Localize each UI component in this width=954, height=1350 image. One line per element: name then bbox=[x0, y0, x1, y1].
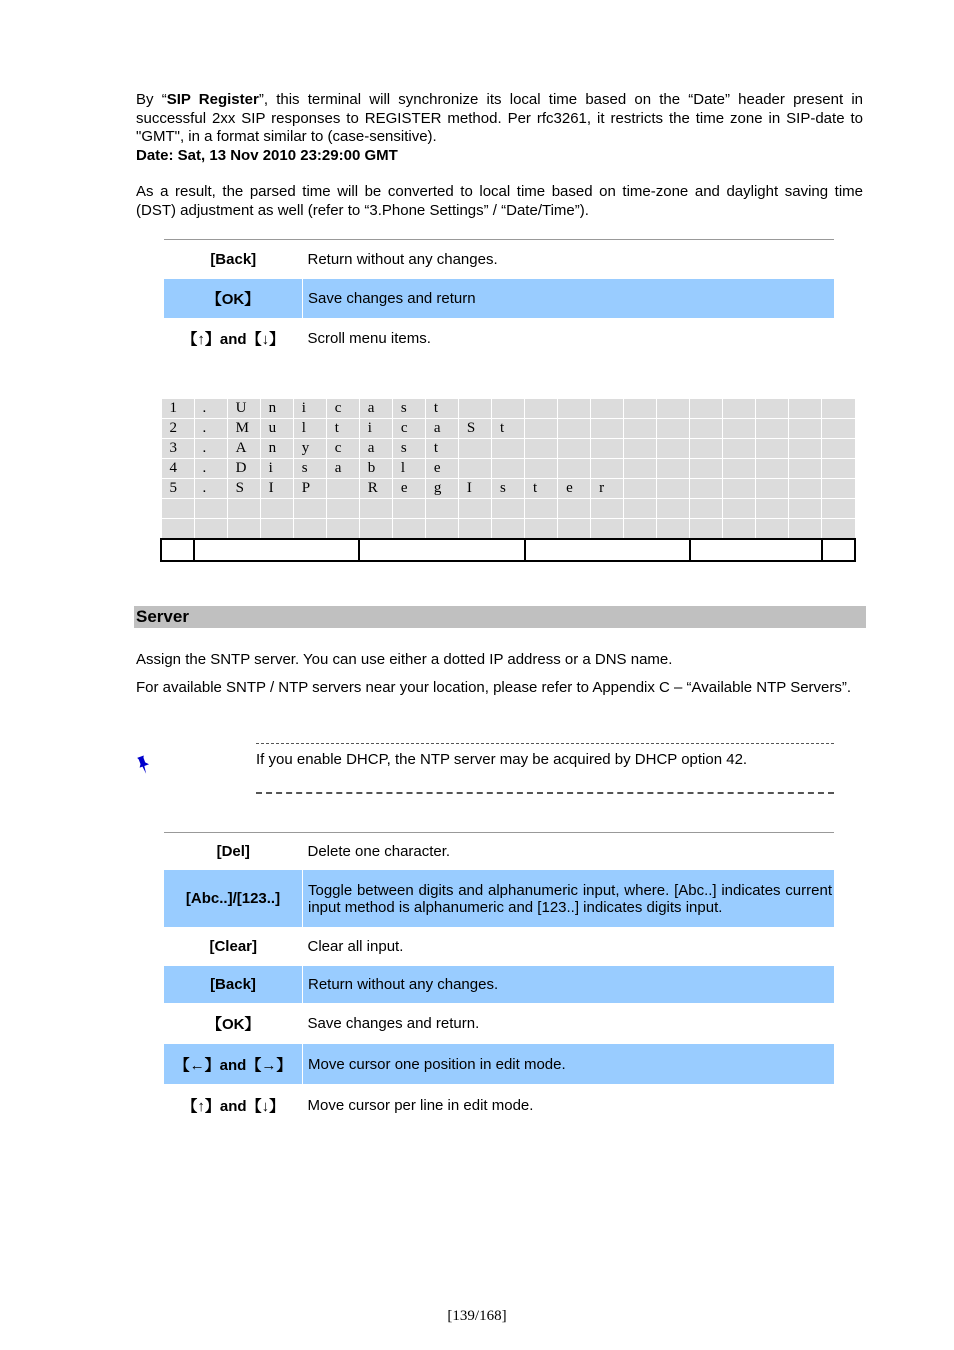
lcd-cell bbox=[624, 519, 657, 540]
lcd-cell bbox=[260, 519, 293, 540]
lcd-cell: n bbox=[260, 439, 293, 459]
lcd-screen-mockup bbox=[160, 398, 856, 562]
lcd-cell bbox=[624, 499, 657, 519]
date-example: Date: Sat, 13 Nov 2010 23:29:00 GMT bbox=[136, 146, 398, 164]
lcd-row bbox=[161, 459, 855, 479]
lcd-cell: u bbox=[260, 419, 293, 439]
softkey-row bbox=[161, 539, 855, 561]
lcd-cell: s bbox=[392, 439, 425, 459]
lcd-cell bbox=[558, 459, 591, 479]
lcd-cell bbox=[260, 499, 293, 519]
lcd-cell bbox=[756, 479, 789, 499]
lcd-cell bbox=[723, 459, 756, 479]
key-description: Toggle between digits and alphanumeric input, where. [Abc..] indicates current input method is alphanumeric and [123..] indicates digits input. bbox=[303, 870, 835, 928]
intro-paragraph: By “SIP Register”, this terminal will synchronize its local time based on the “Date” header present in successful 2xx SIP responses to REGISTER method. Per rfc3261, it restricts the time zone in SIP-date to "GMT", in a format similar to (case-sensitive). Date: Sat, 13 Nov 2010 23:29:00 GMT bbox=[136, 91, 863, 164]
key-description: Save changes and return bbox=[303, 279, 835, 319]
lcd-cell: S bbox=[458, 419, 491, 439]
lcd-cell bbox=[558, 519, 591, 540]
lcd-cell bbox=[525, 519, 558, 540]
lcd-cell bbox=[194, 499, 227, 519]
lcd-cell bbox=[690, 479, 723, 499]
pushpin-icon bbox=[137, 754, 153, 778]
lcd-cell: t bbox=[326, 419, 359, 439]
lcd-cell bbox=[690, 459, 723, 479]
lcd-cell bbox=[690, 499, 723, 519]
lcd-cell: i bbox=[293, 399, 326, 419]
lcd-cell: n bbox=[260, 399, 293, 419]
lcd-cell bbox=[657, 419, 690, 439]
key-label: 【↑】and【↓】 bbox=[182, 331, 285, 348]
lcd-row bbox=[161, 519, 855, 540]
lcd-cell bbox=[525, 419, 558, 439]
key-label: [Back] bbox=[210, 250, 257, 268]
key-label: [Del] bbox=[216, 842, 250, 860]
lcd-cell: c bbox=[326, 399, 359, 419]
lcd-cell: R bbox=[359, 479, 392, 499]
lcd-cell: a bbox=[359, 439, 392, 459]
lcd-cell: i bbox=[260, 459, 293, 479]
key-description: Delete one character. bbox=[307, 842, 451, 860]
lcd-cell: c bbox=[392, 419, 425, 439]
key-description: Return without any changes. bbox=[307, 250, 498, 268]
lcd-cell bbox=[458, 519, 491, 540]
lcd-cell: t bbox=[425, 439, 458, 459]
lcd-row bbox=[161, 499, 855, 519]
key-row bbox=[164, 966, 834, 1004]
lcd-cell: 3 bbox=[161, 439, 194, 459]
lcd-cell bbox=[558, 499, 591, 519]
lcd-cell bbox=[822, 519, 855, 540]
lcd-cell: g bbox=[425, 479, 458, 499]
lcd-cell bbox=[425, 499, 458, 519]
key-row bbox=[164, 1085, 834, 1126]
lcd-cell bbox=[525, 439, 558, 459]
key-description: Return without any changes. bbox=[303, 966, 835, 1004]
softkey-cell bbox=[194, 539, 359, 561]
lcd-cell bbox=[690, 439, 723, 459]
lcd-cell bbox=[591, 499, 624, 519]
key-label: [Back] bbox=[164, 966, 303, 1004]
lcd-cell bbox=[756, 399, 789, 419]
key-label: 【←】and【→】 bbox=[164, 1044, 303, 1085]
lcd-cell: . bbox=[194, 399, 227, 419]
lcd-cell: a bbox=[359, 399, 392, 419]
lcd-row bbox=[161, 439, 855, 459]
lcd-cell bbox=[491, 499, 524, 519]
lcd-cell bbox=[789, 419, 822, 439]
lcd-cell bbox=[161, 499, 194, 519]
lcd-cell: s bbox=[392, 399, 425, 419]
lcd-cell bbox=[161, 519, 194, 540]
lcd-cell bbox=[591, 459, 624, 479]
section-header-server bbox=[134, 606, 866, 628]
lcd-cell: t bbox=[525, 479, 558, 499]
lcd-cell bbox=[293, 499, 326, 519]
lcd-cell bbox=[756, 459, 789, 479]
lcd-cell bbox=[392, 499, 425, 519]
key-description: Save changes and return. bbox=[307, 1015, 480, 1032]
softkey-cell bbox=[161, 539, 194, 561]
section-title: Server bbox=[136, 607, 189, 626]
server-paragraph-1: Assign the SNTP server. You can use either a dotted IP address or a DNS name. bbox=[136, 651, 673, 668]
lcd-cell bbox=[326, 519, 359, 540]
lcd-cell bbox=[822, 399, 855, 419]
lcd-cell: t bbox=[491, 419, 524, 439]
key-label: 【↑】and【↓】 bbox=[182, 1097, 285, 1115]
key-row bbox=[164, 1044, 834, 1085]
lcd-cell bbox=[657, 479, 690, 499]
key-row bbox=[164, 240, 834, 279]
lcd-cell: l bbox=[392, 459, 425, 479]
lcd-cell bbox=[624, 479, 657, 499]
lcd-cell bbox=[690, 419, 723, 439]
lcd-cell bbox=[591, 519, 624, 540]
lcd-cell bbox=[326, 479, 359, 499]
key-description: Clear all input. bbox=[307, 938, 404, 955]
lcd-cell bbox=[723, 439, 756, 459]
key-description: Scroll menu items. bbox=[307, 330, 431, 347]
lcd-cell: 2 bbox=[161, 419, 194, 439]
lcd-cell bbox=[227, 519, 260, 540]
lcd-cell bbox=[723, 499, 756, 519]
lcd-cell: . bbox=[194, 479, 227, 499]
lcd-cell: I bbox=[260, 479, 293, 499]
lcd-cell bbox=[690, 519, 723, 540]
lcd-row bbox=[161, 399, 855, 419]
lcd-cell bbox=[558, 419, 591, 439]
key-label: 【OK】 bbox=[164, 279, 303, 319]
dst-paragraph: As a result, the parsed time will be converted to local time based on time-zone and daylight saving time (DST) adjustment as well (refer to “3.Phone Settings” / “Date/Time”). bbox=[136, 183, 863, 219]
lcd-cell bbox=[194, 519, 227, 540]
lcd-cell: b bbox=[359, 459, 392, 479]
softkey-cell bbox=[690, 539, 822, 561]
lcd-cell bbox=[690, 399, 723, 419]
lcd-cell bbox=[657, 439, 690, 459]
lcd-cell bbox=[657, 459, 690, 479]
lcd-cell: a bbox=[425, 419, 458, 439]
lcd-cell bbox=[789, 519, 822, 540]
lcd-cell bbox=[392, 519, 425, 540]
lcd-cell bbox=[624, 399, 657, 419]
lcd-cell bbox=[591, 439, 624, 459]
lcd-cell bbox=[359, 519, 392, 540]
note-divider-bottom bbox=[256, 792, 834, 794]
lcd-cell bbox=[227, 499, 260, 519]
lcd-cell bbox=[558, 399, 591, 419]
lcd-cell bbox=[458, 399, 491, 419]
lcd-cell bbox=[293, 519, 326, 540]
lcd-cell: s bbox=[293, 459, 326, 479]
lcd-cell bbox=[458, 439, 491, 459]
lcd-cell: . bbox=[194, 459, 227, 479]
lcd-cell: P bbox=[293, 479, 326, 499]
key-description: Move cursor per line in edit mode. bbox=[307, 1096, 534, 1114]
lcd-cell bbox=[756, 419, 789, 439]
key-label: [Clear] bbox=[209, 938, 257, 955]
lcd-cell: e bbox=[425, 459, 458, 479]
lcd-cell bbox=[425, 519, 458, 540]
key-table-menu bbox=[164, 239, 834, 359]
softkey-cell bbox=[822, 539, 855, 561]
server-paragraph-2: For available SNTP / NTP servers near your location, please refer to Appendix C – “Available NTP Servers”. bbox=[136, 679, 852, 696]
lcd-cell bbox=[491, 399, 524, 419]
softkey-cell bbox=[359, 539, 524, 561]
softkey-cell bbox=[525, 539, 690, 561]
lcd-cell: c bbox=[326, 439, 359, 459]
lcd-cell: D bbox=[227, 459, 260, 479]
lcd-cell: A bbox=[227, 439, 260, 459]
lcd-cell: i bbox=[359, 419, 392, 439]
lcd-cell bbox=[723, 519, 756, 540]
lcd-cell: S bbox=[227, 479, 260, 499]
lcd-cell bbox=[326, 499, 359, 519]
lcd-cell: y bbox=[293, 439, 326, 459]
lcd-cell bbox=[756, 519, 789, 540]
lcd-cell bbox=[624, 459, 657, 479]
lcd-cell bbox=[723, 419, 756, 439]
lcd-cell bbox=[624, 419, 657, 439]
lcd-cell bbox=[657, 499, 690, 519]
lcd-cell: 1 bbox=[161, 399, 194, 419]
lcd-cell bbox=[822, 419, 855, 439]
lcd-cell bbox=[491, 459, 524, 479]
lcd-cell: e bbox=[558, 479, 591, 499]
note-divider-top bbox=[256, 743, 834, 744]
lcd-cell bbox=[789, 439, 822, 459]
lcd-cell: . bbox=[194, 419, 227, 439]
page-number: [139/168] bbox=[447, 1308, 507, 1324]
lcd-cell bbox=[657, 399, 690, 419]
lcd-cell: r bbox=[591, 479, 624, 499]
lcd-cell: s bbox=[491, 479, 524, 499]
lcd-cell bbox=[458, 459, 491, 479]
lcd-cell bbox=[789, 499, 822, 519]
lcd-cell bbox=[723, 399, 756, 419]
lcd-cell bbox=[624, 439, 657, 459]
lcd-cell: . bbox=[194, 439, 227, 459]
lcd-cell bbox=[822, 439, 855, 459]
key-row bbox=[164, 279, 834, 319]
key-row bbox=[164, 870, 834, 928]
key-description: Move cursor one position in edit mode. bbox=[303, 1044, 835, 1085]
lcd-cell bbox=[789, 479, 822, 499]
lcd-cell bbox=[822, 459, 855, 479]
lcd-cell bbox=[822, 479, 855, 499]
lcd-cell: l bbox=[293, 419, 326, 439]
key-label: [Abc..]/[123..] bbox=[164, 870, 303, 928]
lcd-cell bbox=[723, 479, 756, 499]
lcd-cell bbox=[591, 399, 624, 419]
lcd-cell bbox=[491, 519, 524, 540]
lcd-cell bbox=[359, 499, 392, 519]
lcd-cell: 5 bbox=[161, 479, 194, 499]
lcd-cell bbox=[657, 519, 690, 540]
lcd-cell bbox=[756, 439, 789, 459]
note-text: If you enable DHCP, the NTP server may be acquired by DHCP option 42. bbox=[256, 751, 748, 768]
lcd-cell: M bbox=[227, 419, 260, 439]
lcd-cell bbox=[525, 499, 558, 519]
lcd-row bbox=[161, 419, 855, 439]
key-table-edit bbox=[164, 832, 834, 1126]
lcd-cell bbox=[558, 439, 591, 459]
lcd-cell: a bbox=[326, 459, 359, 479]
key-row bbox=[164, 833, 834, 870]
lcd-cell: e bbox=[392, 479, 425, 499]
lcd-cell: 4 bbox=[161, 459, 194, 479]
key-row bbox=[164, 319, 834, 359]
lcd-cell: t bbox=[425, 399, 458, 419]
lcd-row bbox=[161, 479, 855, 499]
lcd-cell bbox=[789, 399, 822, 419]
lcd-cell: U bbox=[227, 399, 260, 419]
key-label: 【OK】 bbox=[206, 1016, 260, 1033]
lcd-cell bbox=[525, 459, 558, 479]
lcd-cell bbox=[525, 399, 558, 419]
lcd-cell bbox=[491, 439, 524, 459]
key-row bbox=[164, 1004, 834, 1044]
key-row bbox=[164, 928, 834, 966]
lcd-cell bbox=[822, 499, 855, 519]
lcd-cell bbox=[458, 499, 491, 519]
lcd-cell: I bbox=[458, 479, 491, 499]
lcd-cell bbox=[756, 499, 789, 519]
lcd-cell bbox=[789, 459, 822, 479]
lcd-cell bbox=[591, 419, 624, 439]
